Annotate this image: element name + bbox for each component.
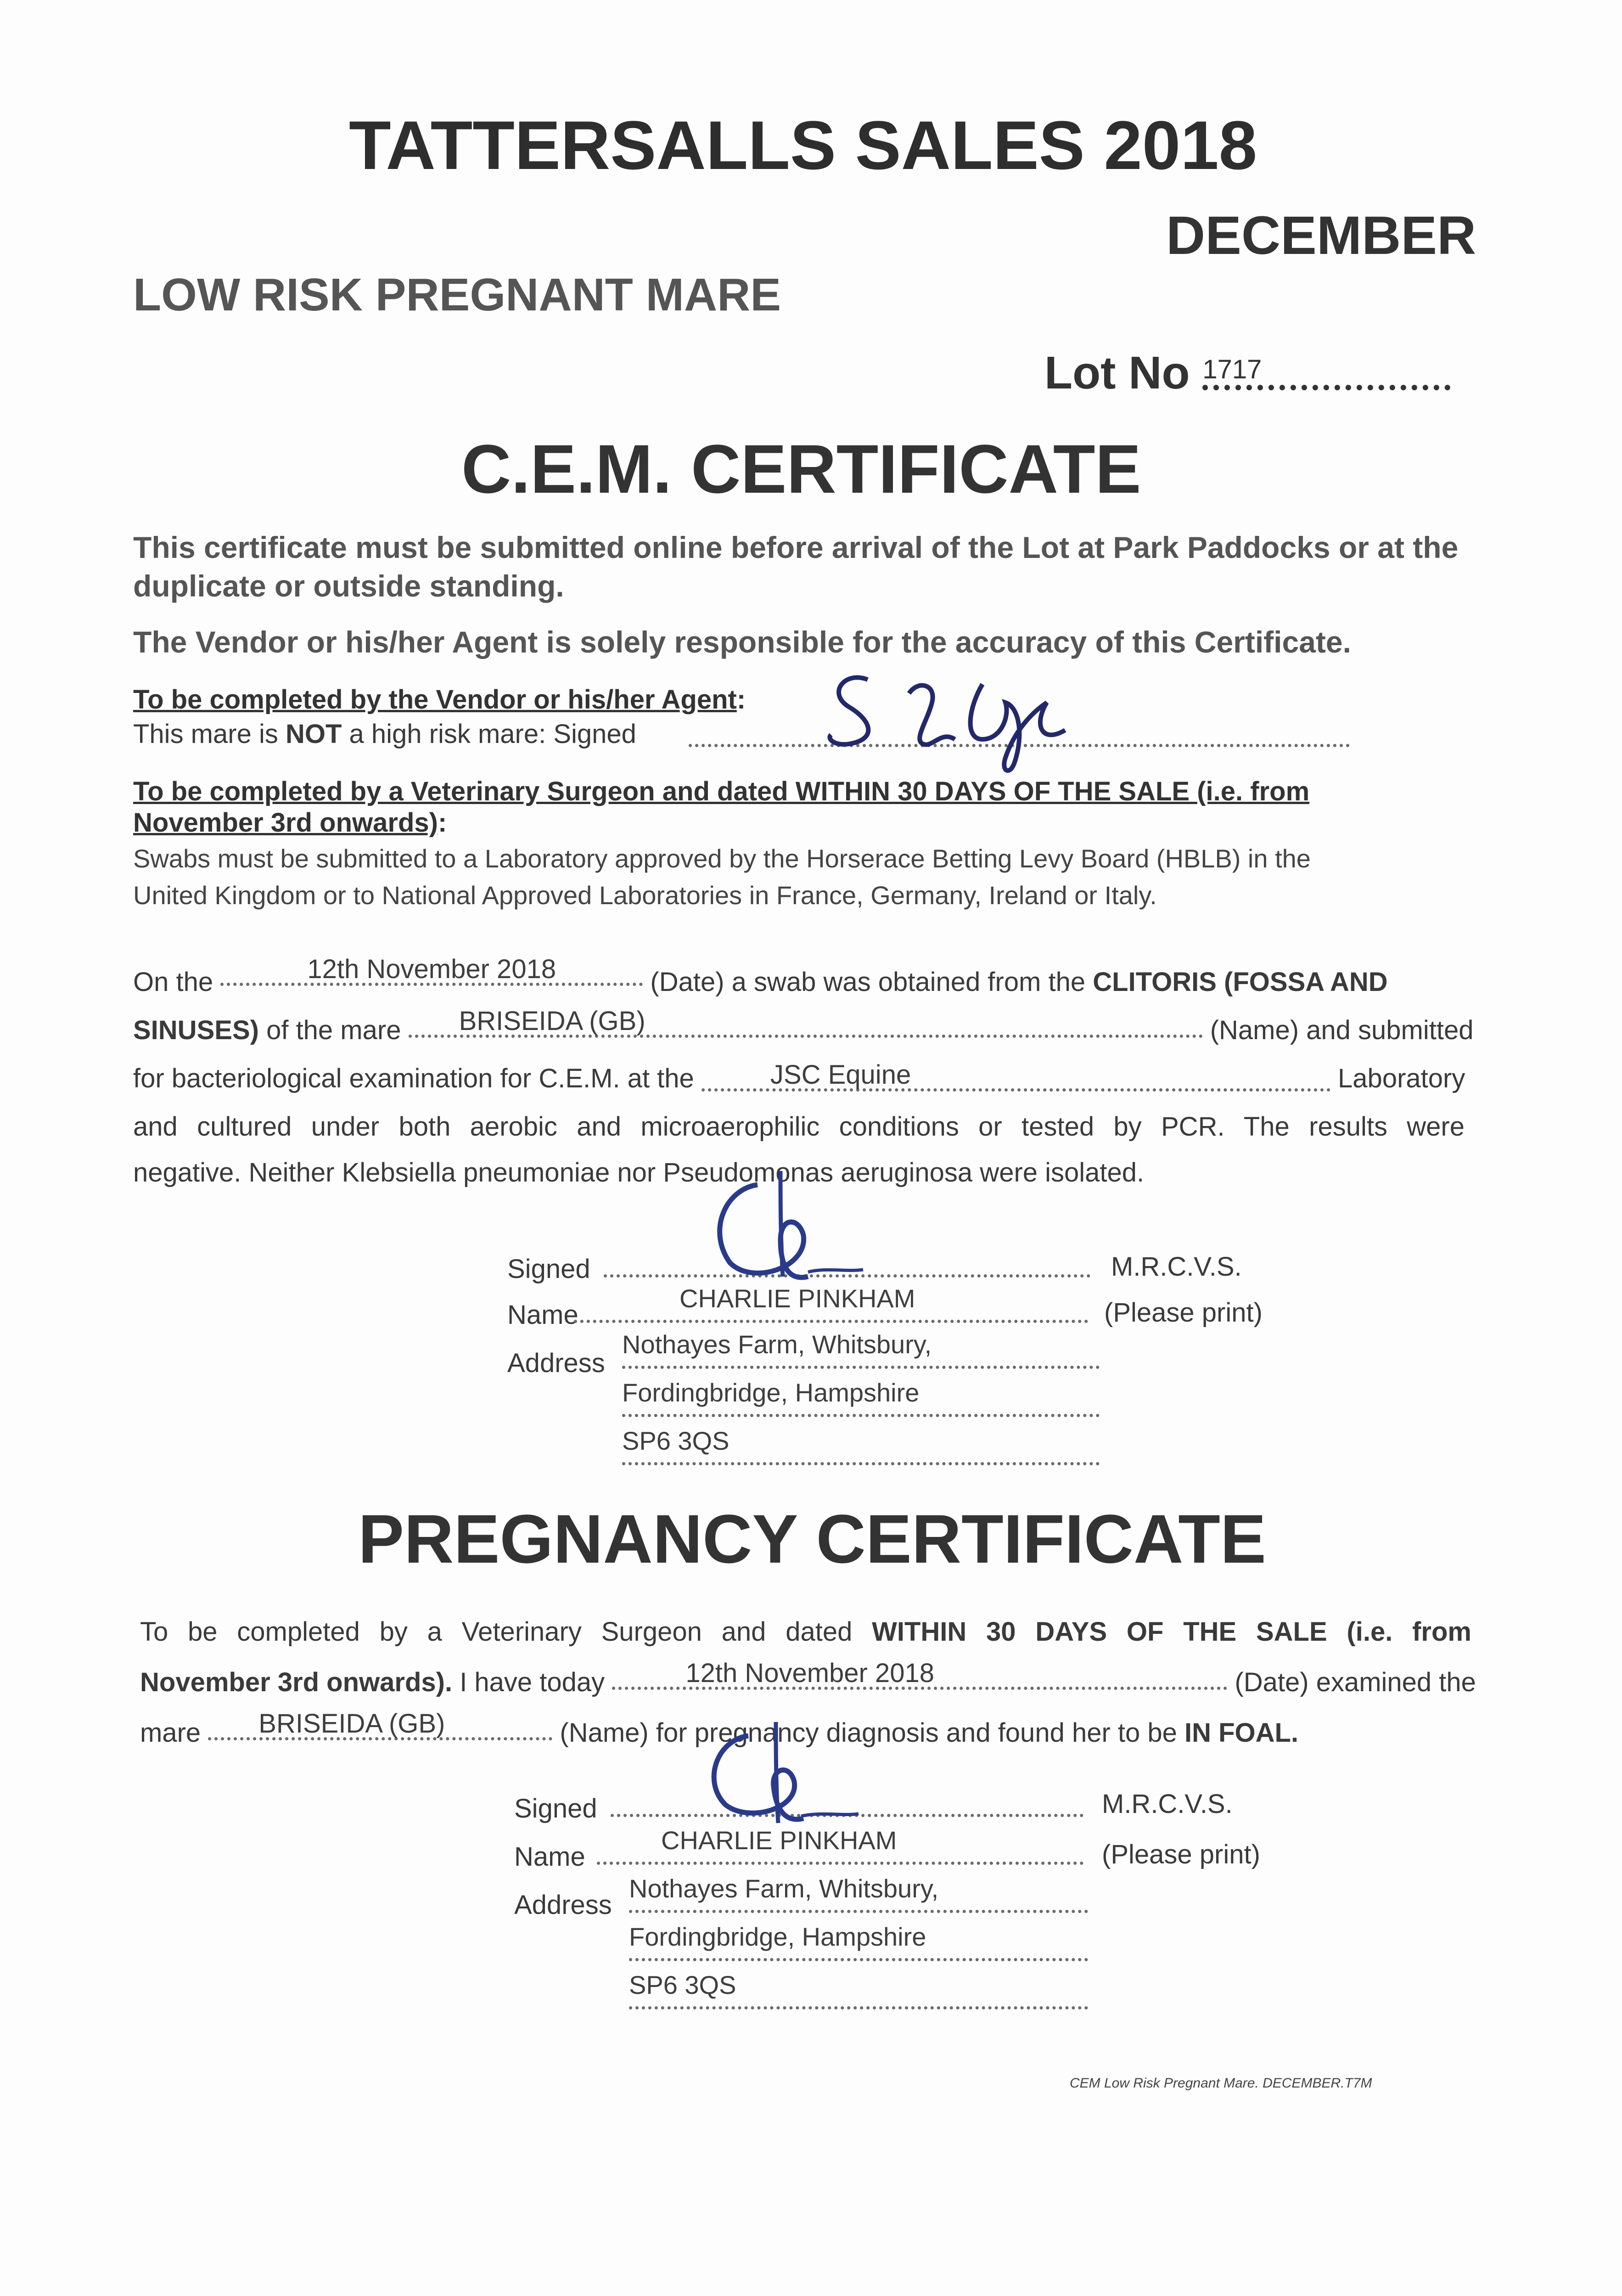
cem-vet-name: CHARLIE PINKHAM xyxy=(574,1283,1088,1323)
preg-signed-label: Signed xyxy=(514,1794,597,1823)
preg-address-line-1: Nothayes Farm, Whitsbury, xyxy=(629,1874,1088,1913)
pregnancy-title: PREGNANCY CERTIFICATE xyxy=(358,1500,1266,1577)
pregnancy-mare-name: BRISEIDA (GB) xyxy=(208,1711,552,1740)
cem-cultured-line: and cultured under both aerobic and microaerophilic conditions or tested by PCR. The results were xyxy=(133,1112,1465,1142)
pregnancy-line-3: mare BRISEIDA (GB) (Name) for pregnancy diagnosis and found her to be IN FOAL. xyxy=(140,1709,1299,1748)
cem-title: C.E.M. CERTIFICATE xyxy=(461,430,1141,507)
preg-vet-name: CHARLIE PINKHAM xyxy=(597,1825,1083,1865)
cem-address-line-2: Fordingbridge, Hampshire xyxy=(622,1378,1100,1417)
preg-please-print: (Please print) xyxy=(1102,1840,1260,1869)
lot-number xyxy=(1044,347,1450,400)
cem-swab-date: 12th November 2018 xyxy=(220,956,643,986)
vet-heading: To be completed by a Veterinary Surgeon and dated WITHIN 30 DAYS OF THE SALE (i.e. from November 3rd onwards): xyxy=(133,777,1310,838)
vendor-signature xyxy=(817,652,1093,790)
cem-signed-label: Signed xyxy=(507,1254,590,1284)
vendor-heading: To be completed by the Vendor or his/her Agent: xyxy=(133,685,746,715)
cem-lab-name: JSC Equine xyxy=(702,1062,1330,1092)
pregnancy-date: 12th November 2018 xyxy=(612,1660,1227,1690)
vendor-heading-text: To be completed by the Vendor or his/her Agent xyxy=(133,685,737,715)
cem-address-line-3: SP6 3QS xyxy=(622,1426,1100,1465)
vendor-declaration: This mare is NOT a high risk mare: Signed xyxy=(133,719,636,749)
preg-vet-signature xyxy=(684,1717,886,1837)
document-title: TATTERSALLS SALES 2018 xyxy=(349,107,1257,184)
cem-date-row: On the 12th November 2018 (Date) a swab was obtained from the CLITORIS (FOSSA AND xyxy=(133,954,1388,997)
lot-label: Lot No xyxy=(1044,347,1190,399)
cem-address-line-1: Nothayes Farm, Whitsbury, xyxy=(622,1329,1100,1369)
cem-mare-name: BRISEIDA (GB) xyxy=(409,1008,1203,1038)
cem-name-label: Name xyxy=(507,1300,578,1330)
lot-value: 1717 xyxy=(1202,354,1450,390)
cem-negative-line: negative. Neither Klebsiella pneumoniae nor Pseudomonas aeruginosa were isolated. xyxy=(133,1158,1145,1187)
preg-name-label: Name xyxy=(514,1842,585,1872)
preg-mrcvs: M.R.C.V.S. xyxy=(1102,1789,1233,1819)
certificate-category: LOW RISK PREGNANT MARE xyxy=(133,269,781,321)
cem-mrcvs: M.R.C.V.S. xyxy=(1111,1252,1242,1282)
pregnancy-line-1: To be completed by a Veterinary Surgeon and dated WITHIN 30 DAYS OF THE SALE (i.e. from xyxy=(140,1617,1471,1647)
preg-address-line-2: Fordingbridge, Hampshire xyxy=(629,1922,1088,1961)
cem-please-print: (Please print) xyxy=(1104,1298,1263,1328)
cem-lab-row: for bacteriological examination for C.E.M. at the JSC Equine Laboratory xyxy=(133,1060,1465,1093)
cem-intro-1: This certificate must be submitted online before arrival of the Lot at Park Paddocks or at the duplicate or outside standing. xyxy=(133,530,1459,603)
pregnancy-line-2: November 3rd onwards). I have today 12th November 2018 (Date) examined the xyxy=(140,1658,1476,1697)
cem-intro-2: The Vendor or his/her Agent is solely responsible for the accuracy of this Certificate. xyxy=(133,625,1351,659)
footer-reference: CEM Low Risk Pregnant Mare. DECEMBER.T7M xyxy=(1070,2076,1372,2091)
sale-month: DECEMBER xyxy=(1166,205,1476,266)
swab-instructions: Swabs must be submitted to a Laboratory approved by the Horserace Betting Levy Board (HBLB) in the United Kingdom or to National Approved Laboratories in France, Germany, Ireland or Italy. xyxy=(133,844,1311,910)
cem-vet-signature xyxy=(689,1162,891,1300)
preg-address-line-3: SP6 3QS xyxy=(629,1970,1088,2009)
preg-address-label: Address xyxy=(514,1890,612,1920)
cem-address-label: Address xyxy=(507,1348,605,1378)
cem-mare-row: SINUSES) of the mare BRISEIDA (GB) (Name) and submitted xyxy=(133,1006,1474,1045)
